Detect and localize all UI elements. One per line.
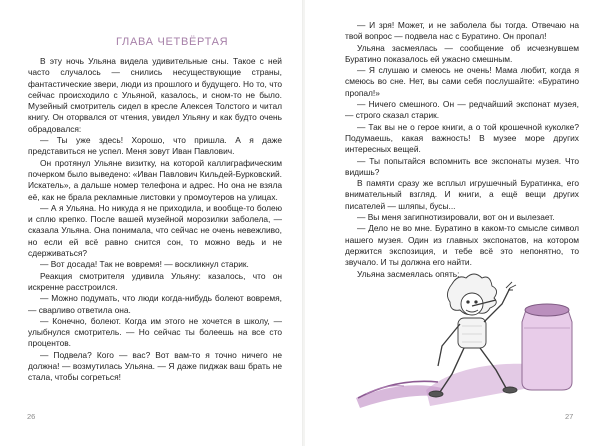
paragraph: Реакция смотрителя удивила Ульяну: казалось, что он искренне расстроился.: [28, 270, 282, 292]
chapter-title: ГЛАВА ЧЕТВЁРТАЯ: [116, 36, 229, 48]
paragraph: В памяти сразу же всплыл игрушечный Буратинка, его внимательный взгляд. И книги, а ещё вещи других писателей — шляпы, бусы...: [345, 178, 579, 211]
paragraph: — Конечно, болеют. Когда им этого не хочется в школу, — улыбнулся смотритель. — Но сейчас ты болеешь на все сто процентов.: [28, 315, 282, 349]
ink-jar-icon: [522, 304, 572, 390]
paragraph: — А я Ульяна. Но никуда я не приходила, и вообще-то болею и сплю крепко. После вашей музейной морозилки заболела, — сказала Ульяна. Она понимала, что сейчас не очень невежливо, но если ей всё равно снится сон, то можно ведь и не сдерживаться?: [28, 202, 282, 259]
paragraph: — Дело не во мне. Буратино в каком-то смысле символ нашего музея. Один из главных экспонатов, на котором держится экспозиция, и тебе всё это непонятно, то звучало. И ты должна его найти.: [345, 223, 579, 268]
paragraph: — Вы меня загипнотизировали, вот он и вылезает.: [357, 212, 555, 223]
page-number-left: 26: [27, 412, 36, 421]
right-page-text: [345, 20, 579, 280]
paragraph: — Так вы не о герое книги, а о той крошечной куколке? Подумаешь, какая важность! В музее море других интересных вещей.: [345, 121, 579, 155]
paragraph: — Я слушаю и смеюсь не очень! Мама любит, когда я смеюсь во сне. Нет, вы сами себя послушайте: «Буратино пропал!»: [345, 65, 579, 98]
closing-line: Ульяна засмеялась опять:: [357, 268, 460, 279]
page-number-right: 27: [565, 412, 574, 421]
puppet-illustration: [356, 270, 580, 416]
paragraph: — Ничего смешного. Он — редчайший экспонат музея, — строго сказал старик.: [345, 99, 579, 121]
left-page: [0, 0, 303, 446]
paragraph: — И зря! Может, и не заболела бы тогда. Отвечаю на твой вопрос — подвела нас с Буратино. Он пропал!: [345, 20, 579, 42]
paragraph: — Ты попытайся вспомнить все экспонаты музея. Что видишь?: [345, 155, 579, 177]
paragraph: — Вот досада! Так не вовремя! — воскликнул старик.: [40, 259, 249, 270]
paragraph: — Ты уже здесь! Хорошо, что пришла. А я даже представиться не успел. Меня зовут Иван Павлович.: [28, 135, 282, 157]
paragraph: Он протянул Ульяне визитку, на которой каллиграфическим почерком было выведено: «Иван Павлович Кильдей-Бурковский. Искатель», а дальше номер телефона и адрес. Но она не взяла её, как не брала рекламные листовки у промоутеров на улицах.: [28, 157, 282, 202]
left-page-text: [28, 56, 282, 384]
paragraph: В эту ночь Ульяна видела удивительные сны. Такое с ней часто случалось — снились несуществующие страны, фантастические звери, люди из прошлого и будущего. Но то, что сейчас происходило с Ульяной, казалось, и сном-то не было. Музейный смотритель сидел в кресле Алексея Толстого и читал книгу. Он оторвался от чтения, увидел Ульяну и как будто очень обрадовался:: [28, 56, 282, 134]
paragraph: Ульяна засмеялась — сообщение об исчезнувшем Буратино показалось ей ужасно смешным.: [345, 42, 579, 64]
paragraph: — Подвела? Кого — вас? Вот вам-то я точно ничего не должна! — возмутилась Ульяна. — Я даже пиджак ваш брать не стала, чтобы согреться!: [28, 349, 282, 383]
paragraph: — Можно подумать, что люди когда-нибудь болеют вовремя, — сварливо ответила она.: [28, 293, 282, 315]
